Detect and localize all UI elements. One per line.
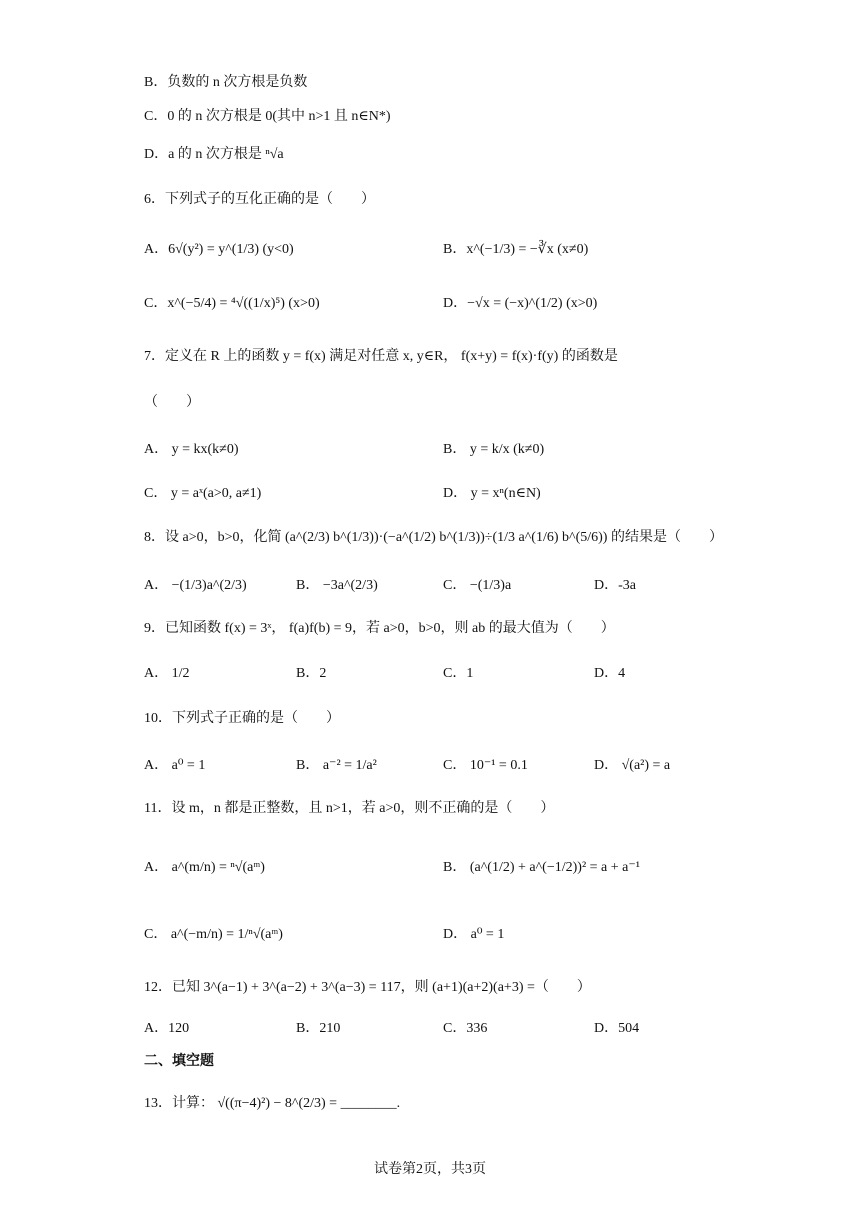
question-6: 6．下列式子的互化正确的是（ ） <box>144 192 375 207</box>
q12-option-c: C．336 <box>443 1021 488 1036</box>
q10-option-a: A． a⁰ = 1 <box>144 758 206 773</box>
question-7: 7．定义在 R 上的函数 y = f(x) 满足对任意 x, y∈R， f(x+y) = f(x)·f(y) 的函数是 <box>144 349 618 364</box>
page-footer: 试卷第2页，共3页 <box>374 1162 486 1177</box>
q10-option-d: D． √(a²) = a <box>594 758 671 773</box>
q8-option-c: C． −(1/3)a <box>443 578 512 593</box>
q8-option-a: A． −(1/3)a^(2/3) <box>144 578 247 593</box>
q8-option-b: B． −3a^(2/3) <box>296 578 378 593</box>
question-12: 12．已知 3^(a−1) + 3^(a−2) + 3^(a−3) = 117，则 (a+1)(a+2)(a+3) =（ ） <box>144 980 591 995</box>
q6-option-a: A．6√(y²) = y^(1/3) (y<0) <box>144 242 294 257</box>
q7-option-c: C． y = aˣ(a>0, a≠1) <box>144 486 262 501</box>
q10-option-c: C． 10⁻¹ = 0.1 <box>443 758 528 773</box>
q11-option-b: B． (a^(1/2) + a^(−1/2))² = a + a⁻¹ <box>443 860 640 875</box>
q7-option-a: A． y = kx(k≠0) <box>144 442 239 457</box>
section-heading-fill-in: 二、填空题 <box>144 1054 214 1069</box>
question-10: 10．下列式子正确的是（ ） <box>144 711 340 726</box>
question-11: 11．设 m，n 都是正整数，且 n>1，若 a>0，则不正确的是（ ） <box>144 801 555 816</box>
q12-option-b: B．210 <box>296 1021 341 1036</box>
question-9: 9．已知函数 f(x) = 3ˣ， f(a)f(b) = 9，若 a>0，b>0，则 ab 的最大值为（ ） <box>144 621 615 636</box>
q11-option-c: C． a^(−m/n) = 1/ⁿ√(aᵐ) <box>144 927 283 942</box>
q6-option-c: C．x^(−5/4) = ⁴√((1/x)⁵) (x>0) <box>144 296 320 311</box>
q9-option-a: A． 1/2 <box>144 666 190 681</box>
q6-option-d: D．−√x = (−x)^(1/2) (x>0) <box>443 296 598 311</box>
q5-option-b: B．负数的 n 次方根是负数 <box>144 75 308 90</box>
q5-option-d: D．a 的 n 次方根是 ⁿ√a <box>144 147 284 162</box>
q7-option-d: D． y = xⁿ(n∈N) <box>443 486 541 501</box>
question-7-paren: （ ） <box>144 395 200 410</box>
q11-option-d: D． a⁰ = 1 <box>443 927 505 942</box>
q9-option-d: D．4 <box>594 666 626 681</box>
q12-option-a: A．120 <box>144 1021 190 1036</box>
q5-option-c: C．0 的 n 次方根是 0(其中 n>1 且 n∈N*) <box>144 109 391 124</box>
q8-option-d: D．-3a <box>594 578 636 593</box>
question-13: 13．计算： √((π−4)²) − 8^(2/3) = ________. <box>144 1096 401 1111</box>
question-8: 8．设 a>0，b>0，化简 (a^(2/3) b^(1/3))·(−a^(1/2) b^(1/3))÷(1/3 a^(1/6) b^(5/6)) 的结果是（ ） <box>144 530 723 545</box>
q9-option-b: B．2 <box>296 666 327 681</box>
q12-option-d: D．504 <box>594 1021 640 1036</box>
q7-option-b: B． y = k/x (k≠0) <box>443 442 545 457</box>
q10-option-b: B． a⁻² = 1/a² <box>296 758 377 773</box>
q6-option-b: B．x^(−1/3) = −∛x (x≠0) <box>443 242 589 257</box>
q11-option-a: A． a^(m/n) = ⁿ√(aᵐ) <box>144 860 265 875</box>
q9-option-c: C．1 <box>443 666 474 681</box>
